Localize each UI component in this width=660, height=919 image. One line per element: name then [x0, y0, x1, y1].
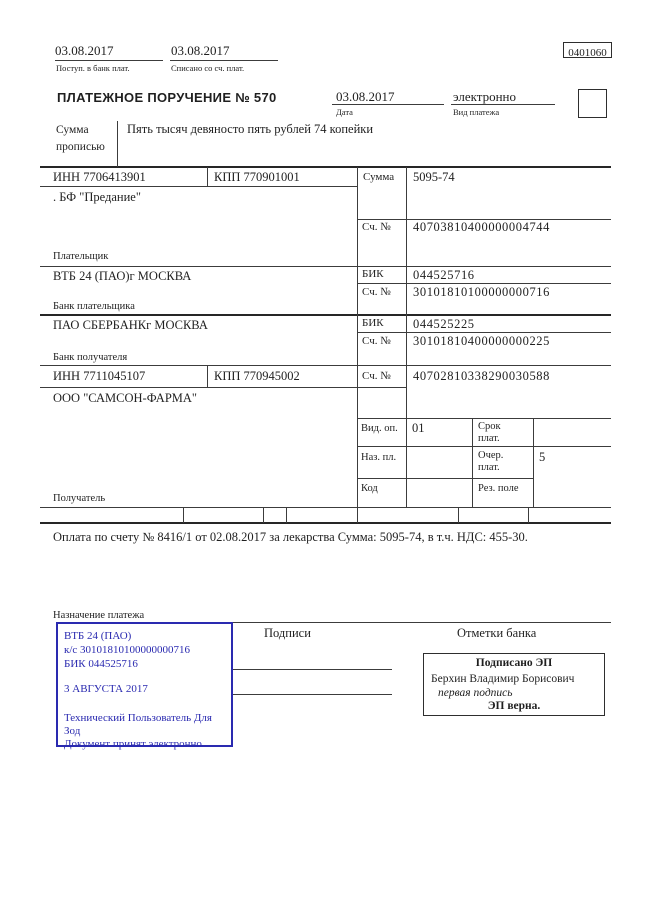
amount-cell-value: 5095-74: [413, 170, 455, 184]
signature-signer: Берхин Владимир Борисович: [431, 673, 575, 685]
table-border: [40, 507, 611, 508]
payee-kpp: КПП 770945002: [214, 369, 300, 383]
payer-account-label: Сч. №: [362, 221, 391, 233]
payment-date-caption: Дата: [336, 107, 353, 117]
debited-date: 03.08.2017: [171, 43, 230, 58]
form-code-box: [563, 42, 612, 58]
table-border: [458, 508, 459, 523]
payee-account-value: 40702810338290030588: [413, 369, 550, 383]
payer-bank-name: ВТБ 24 (ПАО)г МОСКВА: [53, 269, 192, 283]
table-border: [40, 365, 611, 366]
payee-bank-section-label: Банк получателя: [53, 352, 128, 363]
payee-bank-account-value: 30101810400000000225: [413, 334, 550, 348]
signature-verdict: ЭП верна.: [487, 700, 541, 712]
table-border: [40, 387, 406, 388]
table-border: [40, 266, 611, 267]
payment-date: 03.08.2017: [336, 89, 395, 104]
table-border: [357, 446, 611, 447]
payer-account-value: 40703810400000004744: [413, 220, 550, 234]
payee-bank-name: ПАО СБЕРБАНКг МОСКВА: [53, 318, 208, 332]
pay-order-label: Очер. плат.: [478, 450, 504, 474]
payer-section-label: Плательщик: [53, 251, 109, 262]
received-in-bank-caption: Поступ. в банк плат.: [56, 63, 130, 73]
divider: [233, 622, 611, 623]
op-type-label: Вид. оп.: [361, 423, 398, 434]
amount-in-words-label: Сумма прописью: [56, 124, 105, 153]
signature-line: [233, 669, 392, 670]
stamp-user-line2: Зод: [64, 725, 81, 737]
code-label: Код: [361, 483, 378, 494]
payee-bank-bik-value: 044525225: [413, 317, 475, 331]
divider: [170, 60, 278, 61]
payer-bank-bik-value: 044525716: [413, 268, 475, 282]
purpose-code-label: Наз. пл.: [361, 452, 397, 463]
stamp-corr-account: к/с 30101810100000000716: [64, 644, 191, 656]
payer-inn: ИНН 7706413901: [53, 170, 146, 184]
payer-name: . БФ "Предание": [53, 190, 141, 204]
payer-bank-section-label: Банк плательщика: [53, 301, 135, 312]
payment-kind-checkbox: [578, 89, 607, 118]
stamp-user-line1: Технический Пользователь Для: [64, 712, 212, 724]
table-border: [40, 314, 611, 316]
table-border: [40, 166, 611, 168]
payment-kind-caption: Вид платежа: [453, 107, 500, 117]
table-border: [406, 167, 407, 508]
table-border: [263, 508, 264, 523]
signature-mark-title: Подписано ЭП: [475, 657, 553, 669]
amount-cell-label: Сумма: [363, 171, 395, 183]
table-border: [357, 283, 611, 284]
table-border: [40, 186, 357, 187]
table-border: [357, 478, 533, 479]
payee-name: ООО "САМСОН-ФАРМА": [53, 391, 198, 405]
debited-caption: Списано со сч. плат.: [171, 63, 245, 73]
table-border: [357, 332, 611, 333]
stamp-bik: БИК 044525716: [64, 658, 138, 670]
payment-purpose-section-label: Назначение платежа: [53, 610, 145, 621]
op-type-value: 01: [412, 421, 425, 435]
pay-term-label: Срок плат.: [478, 421, 501, 445]
table-border: [40, 522, 611, 524]
table-border: [207, 366, 208, 388]
table-border: [207, 167, 208, 187]
stamp-date: 3 АВГУСТА 2017: [64, 683, 148, 695]
table-border: [528, 508, 529, 523]
doc-title: ПЛАТЕЖНОЕ ПОРУЧЕНИЕ № 570: [57, 90, 277, 105]
table-border: [357, 508, 358, 523]
table-border: [357, 167, 358, 508]
table-border: [117, 121, 118, 167]
reserve-field-label: Рез. поле: [478, 483, 519, 494]
bank-stamp: [56, 622, 233, 750]
table-border: [357, 418, 611, 419]
payee-bank-account-label: Сч. №: [362, 335, 391, 347]
payee-bank-bik-label: БИК: [362, 317, 384, 329]
payment-kind: электронно: [453, 89, 517, 104]
signature-line: [233, 694, 392, 695]
stamp-bank-name: ВТБ 24 (ПАО): [64, 630, 132, 642]
signatures-heading: Подписи: [264, 626, 311, 640]
payer-bank-account-value: 30101810100000000716: [413, 285, 550, 299]
stamp-status: Документ принят электронно: [64, 738, 202, 750]
payer-bank-bik-label: БИК: [362, 268, 384, 280]
table-border: [183, 508, 184, 523]
pay-order-value: 5: [539, 450, 546, 464]
divider: [55, 60, 163, 61]
payment-purpose-text: Оплата по счету № 8416/1 от 02.08.2017 за лекарства Сумма: 5095-74, в т.ч. НДС: 455-30.: [53, 530, 528, 544]
form-code: 0401060: [568, 47, 607, 59]
payer-kpp: КПП 770901001: [214, 170, 300, 184]
received-in-bank-date: 03.08.2017: [55, 43, 114, 58]
signature-kind: первая подпись: [438, 687, 513, 699]
bank-marks-heading: Отметки банка: [457, 626, 537, 640]
signature-mark-box: [423, 653, 605, 716]
table-border: [533, 418, 534, 508]
payee-inn: ИНН 7711045107: [53, 369, 146, 383]
payee-section-label: Получатель: [53, 493, 106, 504]
amount-in-words-value: Пять тысяч девяносто пять рублей 74 копейки: [127, 122, 374, 136]
payee-account-label: Сч. №: [362, 370, 391, 382]
payer-bank-account-label: Сч. №: [362, 286, 391, 298]
table-border: [286, 508, 287, 523]
table-border: [472, 418, 473, 508]
